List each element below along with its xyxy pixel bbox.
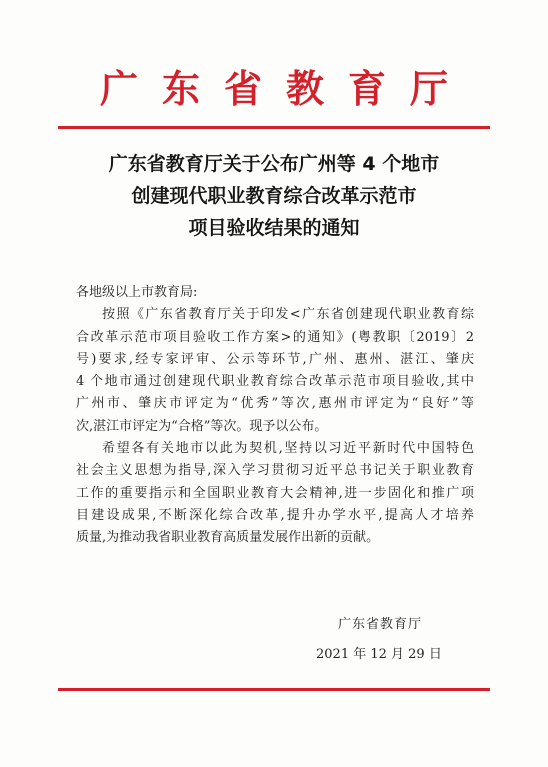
title-line-3: 项目验收结果的通知	[188, 217, 360, 239]
title-line-1: 广东省教育厅关于公布广州等 4 个地市	[108, 153, 440, 175]
greeting: 各地级以上市教育局:	[76, 285, 198, 300]
paragraph-1	[76, 304, 474, 438]
document-title	[40, 148, 508, 244]
paragraph-2	[76, 438, 474, 549]
paragraph-line: 质量,为推动我省职业教育高质量发展作出新的贡献。	[76, 530, 380, 546]
paragraph-line: 按照《广东省教育厅关于印发<广东省创建现代职业教育综	[102, 307, 474, 323]
signature-org: 广东省教育厅	[338, 617, 423, 632]
paragraph-line: 希望各有关地市以此为契机,坚持以习近平新时代中国特色	[102, 441, 474, 457]
paragraph-line: 合改革示范市项目验收工作方案>的通知》(粤教职〔2019〕2	[76, 329, 474, 345]
header-red-rule	[58, 126, 490, 129]
footer-red-rule	[58, 688, 490, 691]
document-body	[76, 282, 474, 550]
paragraph-line: 4 个地市通过创建现代职业教育综合改革示范市项目验收,其中	[76, 374, 474, 390]
paragraph-line: 社会主义思想为指导,深入学习贯彻习近平总书记关于职业教育	[76, 463, 474, 479]
paragraph-line: 目建设成果,不断深化综合改革,提升办学水平,提高人才培养	[76, 507, 474, 523]
paragraph-line: 广州市、肇庆市评定为“优秀”等次,惠州市评定为“良好”等	[76, 396, 474, 412]
masthead-org-name: 广东省教育厅	[99, 66, 472, 111]
signature-date: 2021 年 12 月 29 日	[316, 647, 442, 662]
paragraph-line: 次,湛江市评定为“合格”等次。现予以公布。	[76, 418, 328, 434]
paragraph-line: 工作的重要指示和全国职业教育大会精神,进一步固化和推广项	[76, 485, 474, 501]
title-line-2: 创建现代职业教育综合改革示范市	[131, 185, 417, 207]
paragraph-line: 号)要求,经专家评审、公示等环节,广州、惠州、湛江、肇庆	[76, 351, 474, 367]
